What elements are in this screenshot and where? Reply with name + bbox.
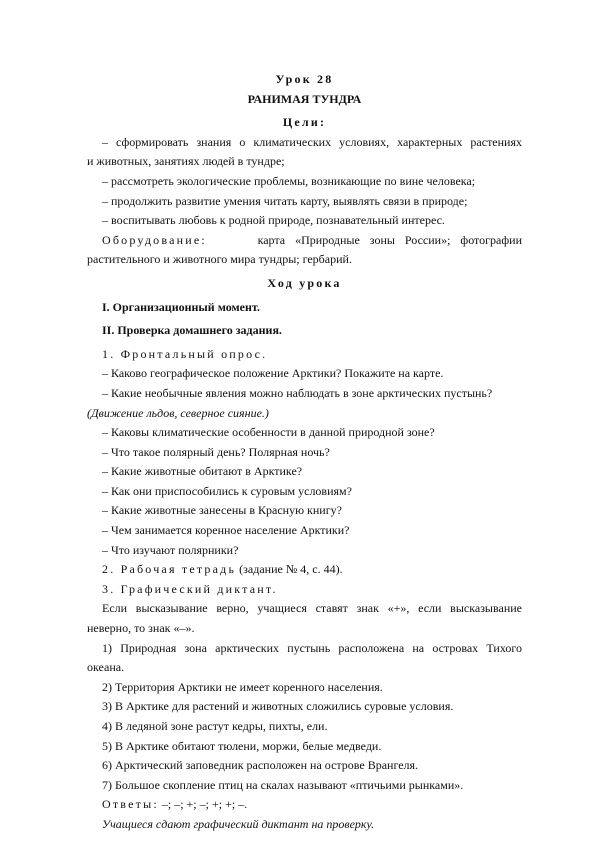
question-item: – Какие животные обитают в Арктике? [102, 464, 303, 479]
statement-item-continued: океана. [87, 660, 125, 675]
equipment-line [87, 231, 522, 251]
goal-item: – воспитывать любовь к родной природе, познавательный интерес. [102, 213, 445, 228]
lesson-number: Урок 28 [275, 72, 334, 86]
answers-text: –; –; +; –; +; +; –. [158, 797, 248, 812]
statement-item: 5) В Арктике обитают тюлени, моржи, белые медведи. [102, 738, 382, 753]
goal-item: – продолжить развитие умения читать карту, выявлять связи в природе; [102, 193, 468, 208]
goal-item: – рассмотреть экологические проблемы, возникающие по вине человека; [102, 173, 476, 188]
section-organizational: I. Организационный момент. [102, 299, 260, 314]
question-item: – Как они приспособились к суровым условиям? [102, 483, 352, 498]
question-item: – Каковы климатические особенности в данной природной зоне? [102, 425, 435, 440]
dictation-intro-continued: неверно, то знак «–». [87, 621, 195, 636]
answers-label: Ответы: [102, 797, 159, 812]
lesson-progress-heading: Ход урока [267, 275, 342, 290]
closing-note: Учащиеся сдают графический диктант на проверку. [102, 816, 375, 831]
equipment-text-continued: растительного и животного мира тундры; гербарий. [87, 252, 352, 267]
question-item: – Какие необычные явления можно наблюдать в зоне арктических пустынь? [102, 385, 493, 400]
question-item: – Что изучают полярники? [102, 542, 239, 557]
section-homework-check: II. Проверка домашнего задания. [102, 323, 282, 338]
frontal-survey-label: 1. Фронтальный опрос. [102, 346, 268, 361]
goal-item: – сформировать знания о климатических условиях, характерных растениях [102, 134, 522, 149]
goals-heading: Цели: [282, 115, 327, 130]
workbook-label: 2. Рабочая тетрадь [102, 562, 237, 577]
equipment-label: Оборудование: [102, 232, 207, 247]
question-answer: (Движение льдов, северное сияние.) [87, 405, 269, 420]
statement-item: 6) Арктический заповедник расположен на острове Врангеля. [102, 758, 419, 773]
statement-item: 4) В ледяной зоне растут кедры, пихты, ели. [102, 719, 328, 733]
goal-item: и животных, занятиях людей в тундре; [87, 154, 285, 169]
workbook-text: (задание № 4, с. 44). [236, 562, 343, 577]
dictation-label: 3. Графический диктант. [102, 581, 278, 596]
dictation-intro: Если высказывание верно, учащиеся ставят знак «+», если высказывание [102, 601, 522, 616]
equipment-text: карта «Природные зоны России»; фотографии [257, 232, 522, 247]
statement-item: 7) Большое скопление птиц на скалах называют «птичьими рынками». [102, 777, 464, 792]
question-item: – Чем занимается коренное население Арктики? [102, 523, 350, 538]
statement-item: 3) В Арктике для растений и животных сложились суровые условия. [102, 699, 454, 714]
question-item: – Каково географическое положение Арктики? Покажите на карте. [102, 366, 444, 381]
statement-item: 1) Природная зона арктических пустынь расположена на островах Тихого [102, 640, 522, 655]
lesson-title: РАНИМАЯ ТУНДРА [247, 91, 362, 106]
workbook-line [87, 560, 522, 580]
lesson-page [87, 70, 522, 835]
statement-item: 2) Территория Арктики не имеет коренного населения. [102, 679, 383, 694]
answers-line [87, 795, 522, 815]
question-item: – Какие животные занесены в Красную книгу? [102, 503, 342, 518]
question-item: – Что такое полярный день? Полярная ночь? [102, 444, 330, 459]
